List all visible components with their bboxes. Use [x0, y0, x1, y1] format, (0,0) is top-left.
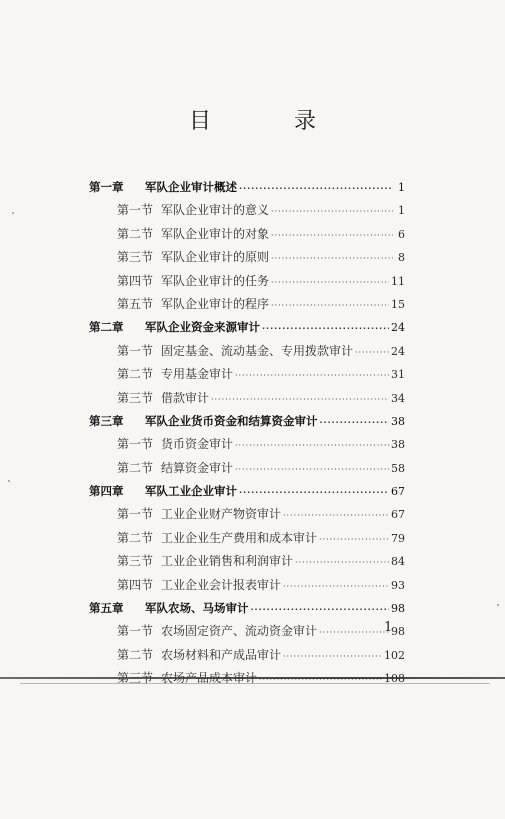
- dot-leader: [271, 200, 393, 223]
- section-number: 第二节: [117, 226, 154, 241]
- toc-page-number: 6: [398, 227, 405, 241]
- toc-page-number: 24: [391, 321, 405, 335]
- dot-leader: [319, 528, 389, 551]
- toc-section-entry: [89, 270, 405, 293]
- chapter-title: 军队企业审计概述: [145, 180, 237, 194]
- section-number: 第一节: [117, 343, 154, 358]
- section-number: 第一节: [117, 203, 154, 218]
- dot-leader: [271, 271, 389, 294]
- chapter-number: 第四章: [89, 484, 124, 499]
- toc-section-entry: [89, 620, 405, 643]
- toc-page-number: 11: [391, 274, 405, 288]
- section-title: 工业企业财产物资审计: [161, 507, 282, 522]
- section-title: 军队企业审计的任务: [161, 273, 270, 288]
- section-number: 第四节: [117, 577, 154, 592]
- section-title: 军队企业审计的意义: [161, 203, 270, 218]
- dot-leader: [239, 481, 389, 504]
- toc-page-number: 38: [391, 438, 405, 452]
- toc-section-entry: [89, 387, 405, 410]
- section-title: 固定基金、流动基金、专用拨款审计: [161, 343, 354, 358]
- dot-leader: [355, 341, 389, 364]
- chapter-number: 第一章: [89, 180, 124, 194]
- dot-leader: [283, 575, 389, 598]
- toc-section-entry: [89, 433, 405, 456]
- dot-leader: [235, 458, 389, 481]
- toc-page-number: 24: [391, 344, 405, 358]
- chapter-title: 军队企业资金来源审计: [145, 320, 260, 335]
- chapter-title: 军队工业企业审计: [145, 484, 237, 499]
- toc-chapter-entry: [89, 316, 405, 339]
- dot-leader: [295, 551, 389, 574]
- section-number: 第三节: [117, 390, 154, 405]
- toc-section-entry: [89, 550, 405, 573]
- page-number: 1: [384, 620, 393, 635]
- chapter-title: 军队企业货币资金和结算资金审计: [145, 413, 318, 428]
- toc-section-entry: [89, 293, 405, 316]
- section-title: 专用基金审计: [161, 367, 234, 382]
- dot-leader: [271, 247, 393, 270]
- chapter-number: 第二章: [89, 320, 124, 335]
- toc-chapter-entry: [89, 480, 405, 503]
- page-title: 目 录: [189, 109, 354, 134]
- toc-section-entry: [89, 199, 405, 222]
- chapter-title: 军队农场、马场审计: [145, 601, 249, 616]
- toc-section-entry: [89, 223, 405, 246]
- dot-leader: [235, 364, 389, 387]
- section-title: 军队企业审计的程序: [161, 296, 270, 311]
- toc-page-number: 1: [398, 204, 405, 218]
- section-number: 第四节: [117, 273, 154, 288]
- section-number: 第二节: [117, 647, 154, 662]
- toc-chapter-entry: [89, 597, 405, 620]
- page-bottom-edge-shadow: [20, 683, 490, 684]
- toc-section-entry: [89, 340, 405, 363]
- section-number: 第一节: [117, 507, 154, 522]
- section-title: 工业企业销售和利润审计: [161, 554, 294, 569]
- scan-speck: [497, 604, 499, 606]
- section-number: 第二节: [117, 530, 154, 545]
- section-title: 工业企业生产费用和成本审计: [161, 530, 318, 545]
- section-title: 农场固定资产、流动资金审计: [161, 624, 318, 639]
- toc-page-number: 79: [391, 531, 405, 545]
- toc-page-number: 98: [391, 602, 405, 616]
- toc-section-entry: [89, 246, 405, 269]
- section-title: 借款审计: [161, 390, 210, 405]
- toc-page-number: 38: [391, 414, 405, 428]
- scan-speck: [12, 212, 14, 214]
- dot-leader: [283, 645, 382, 668]
- section-number: 第一节: [117, 437, 154, 452]
- section-number: 第二节: [117, 367, 154, 382]
- dot-leader: [320, 411, 390, 434]
- dot-leader: [259, 668, 382, 691]
- toc-page-number: 58: [391, 461, 405, 475]
- section-number: 第二节: [117, 460, 154, 475]
- section-title: 工业企业会计报表审计: [161, 577, 282, 592]
- toc-page-number: 15: [391, 297, 405, 311]
- dot-leader: [271, 224, 393, 247]
- section-number: 第三节: [117, 554, 154, 569]
- section-title: 军队企业审计的对象: [161, 226, 270, 241]
- toc-chapter-entry: [89, 410, 405, 433]
- toc-page-number: 98: [391, 625, 405, 639]
- toc-page-number: 1: [398, 181, 405, 194]
- toc-page-number: 67: [391, 508, 405, 522]
- toc-section-entry: [89, 644, 405, 667]
- section-title: 结算资金审计: [161, 460, 234, 475]
- toc-section-entry: [89, 574, 405, 597]
- section-number: 第一节: [117, 624, 154, 639]
- section-title: 军队企业审计的原则: [161, 250, 270, 265]
- toc-section-entry: [89, 503, 405, 526]
- dot-leader: [283, 504, 389, 527]
- toc-section-entry: [89, 457, 405, 480]
- dot-leader: [262, 317, 389, 340]
- dot-leader: [239, 177, 393, 200]
- dot-leader: [251, 598, 390, 621]
- table-of-contents: [89, 176, 405, 691]
- chapter-number: 第五章: [89, 601, 124, 616]
- toc-page-number: 8: [398, 251, 405, 265]
- dot-leader: [235, 434, 389, 457]
- toc-page-number: 84: [391, 555, 405, 569]
- section-number: 第五节: [117, 296, 154, 311]
- section-number: 第三节: [117, 250, 154, 265]
- toc-section-entry: [89, 363, 405, 386]
- scan-speck: [8, 480, 10, 482]
- section-title: 货币资金审计: [161, 437, 234, 452]
- section-title: 农场材料和产成品审计: [161, 647, 282, 662]
- toc-page-number: 93: [391, 578, 405, 592]
- dot-leader: [319, 621, 389, 644]
- page-bottom-edge-line: [0, 677, 505, 679]
- toc-section-entry: [89, 527, 405, 550]
- toc-page-number: 102: [384, 648, 405, 662]
- toc-page-number: 31: [391, 368, 405, 382]
- dot-leader: [211, 388, 389, 411]
- toc-chapter-entry: [89, 176, 405, 199]
- dot-leader: [271, 294, 389, 317]
- chapter-number: 第三章: [89, 413, 124, 428]
- toc-page-number: 34: [391, 391, 405, 405]
- toc-page-number: 67: [391, 485, 405, 499]
